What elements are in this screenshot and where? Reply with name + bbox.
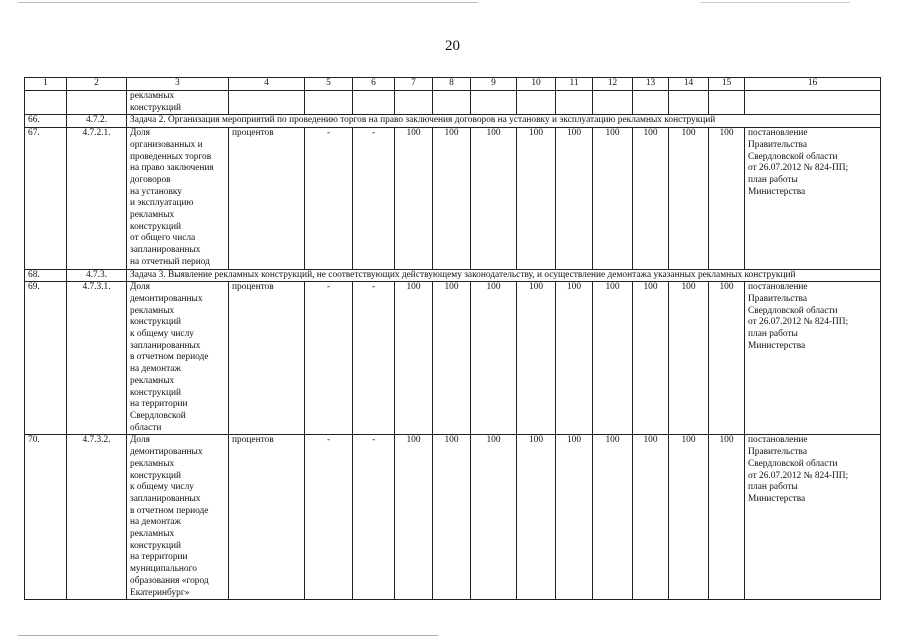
value-cell: 100 [395, 282, 433, 435]
row-number-cell: 68. [25, 269, 67, 282]
indicator-name-cell: Доля демонтированных рекламных конструкций к общему числу запланированных в отчетном периоде на демонтаж рекламных конструкций на территории муниципального образования «город Екатеринбург» [127, 435, 229, 600]
value-cell: 100 [709, 435, 745, 600]
source-cell: постановление Правительства Свердловской области от 26.07.2012 № 824-ПП; план работы Министерства [745, 128, 881, 269]
table-row [25, 435, 881, 600]
value-cell: - [353, 435, 395, 600]
value-cell: 100 [471, 282, 517, 435]
row-code-cell: 4.7.3.1. [67, 282, 127, 435]
indicator-name-cell: рекламных конструкций [127, 91, 229, 115]
empty-cell [305, 91, 353, 115]
table-row [25, 91, 881, 115]
value-cell: 100 [517, 128, 556, 269]
value-cell: 100 [709, 282, 745, 435]
value-cell: - [353, 282, 395, 435]
bottom-rule [18, 635, 438, 636]
column-header: 11 [556, 78, 593, 91]
task-row [25, 115, 881, 128]
page-number: 20 [445, 38, 460, 54]
row-code-cell: 4.7.2. [67, 115, 127, 128]
row-code-cell: 4.7.3.2. [67, 435, 127, 600]
value-cell: 100 [433, 128, 471, 269]
column-header: 16 [745, 78, 881, 91]
value-cell: 100 [633, 435, 669, 600]
value-cell: 100 [709, 128, 745, 269]
row-number-cell: 67. [25, 128, 67, 269]
indicator-name-cell: Доля демонтированных рекламных конструкций к общему числу запланированных в отчетном периоде на демонтаж рекламных конструкций на территории Свердловской области [127, 282, 229, 435]
top-rule [18, 2, 478, 3]
value-cell: 100 [556, 128, 593, 269]
empty-cell [745, 91, 881, 115]
table-body [25, 78, 881, 600]
column-header: 8 [433, 78, 471, 91]
empty-cell [395, 91, 433, 115]
value-cell: - [305, 435, 353, 600]
unit-cell: процентов [229, 282, 305, 435]
empty-cell [669, 91, 709, 115]
value-cell: 100 [433, 282, 471, 435]
value-cell: 100 [669, 128, 709, 269]
empty-cell [353, 91, 395, 115]
empty-cell [517, 91, 556, 115]
empty-cell [556, 91, 593, 115]
row-code-cell: 4.7.2.1. [67, 128, 127, 269]
column-header: 15 [709, 78, 745, 91]
value-cell: 100 [593, 282, 633, 435]
value-cell: 100 [433, 435, 471, 600]
empty-cell [229, 91, 305, 115]
task-row [25, 269, 881, 282]
value-cell: - [305, 282, 353, 435]
empty-cell [709, 91, 745, 115]
value-cell: 100 [395, 435, 433, 600]
empty-cell [433, 91, 471, 115]
value-cell: - [305, 128, 353, 269]
task-title-cell: Задача 2. Организация мероприятий по проведению торгов на право заключения договоров на установку и эксплуатацию рекламных конструкций [127, 115, 881, 128]
row-number-cell: 70. [25, 435, 67, 600]
header-row [25, 78, 881, 91]
column-header: 2 [67, 78, 127, 91]
empty-cell [471, 91, 517, 115]
value-cell: 100 [556, 282, 593, 435]
table-row [25, 128, 881, 269]
column-header: 4 [229, 78, 305, 91]
column-header: 10 [517, 78, 556, 91]
unit-cell: процентов [229, 435, 305, 600]
column-header: 5 [305, 78, 353, 91]
value-cell: 100 [593, 128, 633, 269]
source-cell: постановление Правительства Свердловской области от 26.07.2012 № 824-ПП; план работы Министерства [745, 435, 881, 600]
column-header: 1 [25, 78, 67, 91]
value-cell: 100 [593, 435, 633, 600]
task-title-cell: Задача 3. Выявление рекламных конструкций, не соответствующих действующему законодательству, и осуществление демонтажа указанных рекламных конструкций [127, 269, 881, 282]
top-rule-right [700, 2, 850, 3]
column-header: 6 [353, 78, 395, 91]
value-cell: 100 [669, 435, 709, 600]
row-number-cell [25, 91, 67, 115]
column-header: 7 [395, 78, 433, 91]
empty-cell [593, 91, 633, 115]
row-code-cell: 4.7.3. [67, 269, 127, 282]
value-cell: 100 [471, 128, 517, 269]
row-code-cell [67, 91, 127, 115]
column-header: 3 [127, 78, 229, 91]
source-cell: постановление Правительства Свердловской области от 26.07.2012 № 824-ПП; план работы Министерства [745, 282, 881, 435]
value-cell: 100 [633, 128, 669, 269]
column-header: 13 [633, 78, 669, 91]
column-header: 12 [593, 78, 633, 91]
value-cell: 100 [556, 435, 593, 600]
indicator-name-cell: Доля организованных и проведенных торгов на право заключения договоров на установку и эксплуатацию рекламных конструкций от общего числа запланированных на отчетный период [127, 128, 229, 269]
value-cell: 100 [633, 282, 669, 435]
column-header: 9 [471, 78, 517, 91]
value-cell: 100 [471, 435, 517, 600]
unit-cell: процентов [229, 128, 305, 269]
row-number-cell: 66. [25, 115, 67, 128]
value-cell: - [353, 128, 395, 269]
indicators-table [24, 77, 881, 600]
table-row [25, 282, 881, 435]
row-number-cell: 69. [25, 282, 67, 435]
value-cell: 100 [517, 435, 556, 600]
value-cell: 100 [517, 282, 556, 435]
value-cell: 100 [669, 282, 709, 435]
value-cell: 100 [395, 128, 433, 269]
empty-cell [633, 91, 669, 115]
column-header: 14 [669, 78, 709, 91]
